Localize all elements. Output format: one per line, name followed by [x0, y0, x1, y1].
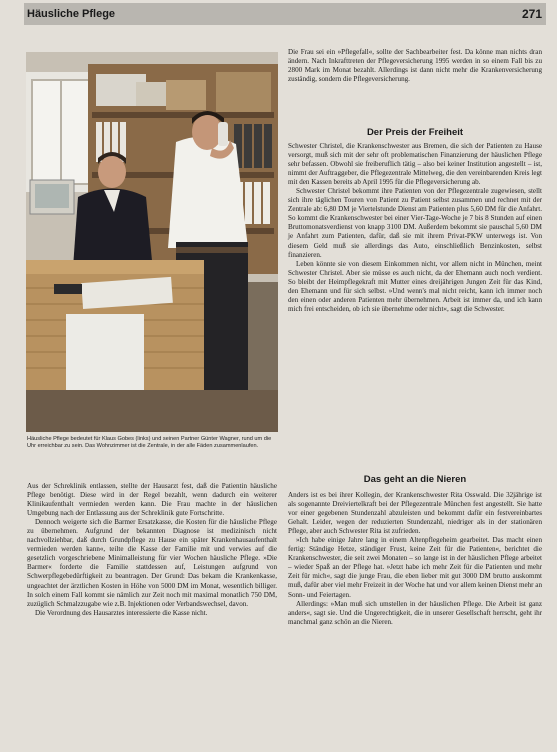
paragraph: Die Verordnung des Hausarztes interessierte die Kasse nicht.: [35, 608, 208, 617]
photo-nurses-office: [26, 52, 278, 432]
section-heading: Das geht an die Nieren: [363, 474, 467, 485]
paragraph: Schwester Christel bekommt ihre Patienten von der Pflegezentrale zugewiesen, stellt sich ihre täglichen Touren von Patient zu Patient selbst zusammen und rechnet mit der Zentrale ab: 6,80 DM je Viertelstunde Dienst am Patienten plus 5,60 DM für die Anfahrt. So kommt die Krankenschwester bei einer Vier-Tage-Woche je 7 bis 8 Stunden auf einen Bruttomonatsverdienst von knapp 3100 DM. Außerdem bekommt sie pauschal 5,60 DM je Anfahrt zum Patienten, dafür, daß sie mit ihrem Privat-PKW unterwegs ist. Von diesem Geld muß sie allerdings das Auto, einschließlich Benzinkosten, selbst finanzieren.: [288, 187, 542, 259]
right-intro: [288, 48, 542, 84]
paragraph: Anders ist es bei ihrer Kollegin, der Krankenschwester Rita Osswald. Die 32jährige ist als sogenannte Dreiviertelkraft bei der Pflegezentrale München fest angestellt. Sie hatte vor einer gegebenen Stundenzahl abzuleisten und bekommt dafür ein festvereinbartes Gehalt. Leider, wegen der reduzierten Stundenzahl, niedriger als in der stationären Pflege, aber auch Schwester Rita ist zufrieden.: [288, 491, 542, 536]
section-heading: Der Preis der Freiheit: [366, 127, 464, 138]
paragraph: Die Frau sei ein »Pflegefall«, sollte der Sachbearbeiter fest. Da könne man nichts dran ändern. Nach Inkrafttreten der Pflegeversicherung 1995 werden in so einem Fall bis zu 2800 Mark im Monat bezahlt. Allerdings ist dann nicht mehr die Krankenversicherung zuständig, sondern die Pflegeversicherung.: [288, 48, 542, 84]
section-body: [288, 142, 542, 314]
section-body: [288, 491, 542, 627]
paragraph: Allerdings: »Man muß sich umstellen in der häuslichen Pflege. Die Arbeit ist ganz anders«, sagt sie. Und die Ungerechtigkeit, die in unserer Gesellschaft herrscht, geht ihr manchmal ganz schön an die Nieren.: [288, 599, 542, 626]
photo-caption: Häusliche Pflege bedeutet für Klaus Gobes (links) und seinen Partner Günter Wagner, rund um die Uhr erreichbar zu sein. Das Wohnzimmer ist die Zentrale, in der alle Fäden zusammenlaufen.: [27, 436, 272, 450]
section-title: Häusliche Pflege: [27, 8, 116, 20]
paragraph: Leben könnte sie von diesem Einkommen nicht, vor allem nicht in München, meint Schwester Christel. Aber sie müsse es auch nicht, da der Ehemann auch noch verdient. So bleibt der Heimpflegekraft mit Mutter eines dreijährigen Jungen Zeit für das Kind, den Ehemann und für sich selbst. »Und wenn's mal nicht reicht, kann ich immer noch den einen oder anderen Patienten mehr übernehmen. Arbeit ist immer da, und ich kann mich frei entscheiden, ob ich sie übernehme oder nicht«, sagt die Schwester.: [288, 259, 542, 313]
photo-illustration: [26, 52, 278, 432]
paragraph: Dennoch weigerte sich die Barmer Ersatzkasse, die Kosten für die häusliche Pflege zu übernehmen. Aufgrund der bekannten Diagnose ist medizinisch nicht nachvollziehbar, daß durch Grundpflege zu Hause ein später Krankenhausaufenthalt vermieden werden kann«, teilte die Kasse der Familie mit und verwies auf die gesetzlich vorgeschriebene Minimalleistung für vier Wochen häusliche Pflege. »Die Barmer« forderte die Familie stattdessen auf, Leistungen aufgrund von Schwerpflegebedürftigkeit zu beantragen. Der Grund: Das bekam die Krankenkasse, ungeachtet der ärztlichen Kosten in Höhe von 5000 DM im Monat, wesentlich billiger. In solch einem Fall kommt sie nämlich zur Zeit noch mit maximal monatlich 750 DM, zuzüglich Schmalzzugabe wie z.B. Injektionen oder Verbandswechsel, davon.: [27, 518, 277, 608]
paragraph: »Ich habe einige Jahre lang in einem Altenpflegeheim gearbeitet. Das macht einen fertig: Ständige Hetze, ständiger Frust, keine Zeit für die Patienten«, berichtet die Krankenschwester, die seit zwei Monaten – so lange ist in der häuslichen Pflege arbeitet – wieder Spaß an der Pflege hat. »Jetzt habe ich mehr Zeit für die Patienten und mehr Zeit für mich«, sagt die junge Frau, die eben lieber mit gut 3000 DM brutto auskommt muß, dafür aber viel mehr Freizeit in der Woche hat und vor allem keinen Dienst mehr an Sonn- und Feiertagen.: [288, 536, 542, 599]
paragraph: Schwester Christel, die Krankenschwester aus Bremen, die sich der Patienten zu Hause versorgt, muß sich mit der sehr oft problematischen Finanzierung der häuslichen Pflege sehr befassen. Obwohl sie freiberuflich tätig – also bei keiner Institution angestellt – ist, nimmt der Auftraggeber, die Pflegezentrale Mittelweg, die den vereinbarenden Kreis legt mit den Kassen bereits ab April 1995 für die Pflegeversicherung ab.: [288, 142, 542, 187]
left-column: [27, 482, 277, 618]
page-number: 271: [521, 7, 542, 21]
page-header: [24, 3, 546, 25]
paragraph: Aus der Schreklinik entlassen, stellte der Hausarzt fest, daß die Patientin häusliche Pflege benötigt. Diese wird in der Regel bezahlt, wenn dadurch ein weiterer Klinikaufenthalt vermieden werden kann. Die Frau machte in der häuslichen Umgebung nach der Entlassung aus der Schreklinik gute Fortschritte.: [27, 482, 277, 518]
